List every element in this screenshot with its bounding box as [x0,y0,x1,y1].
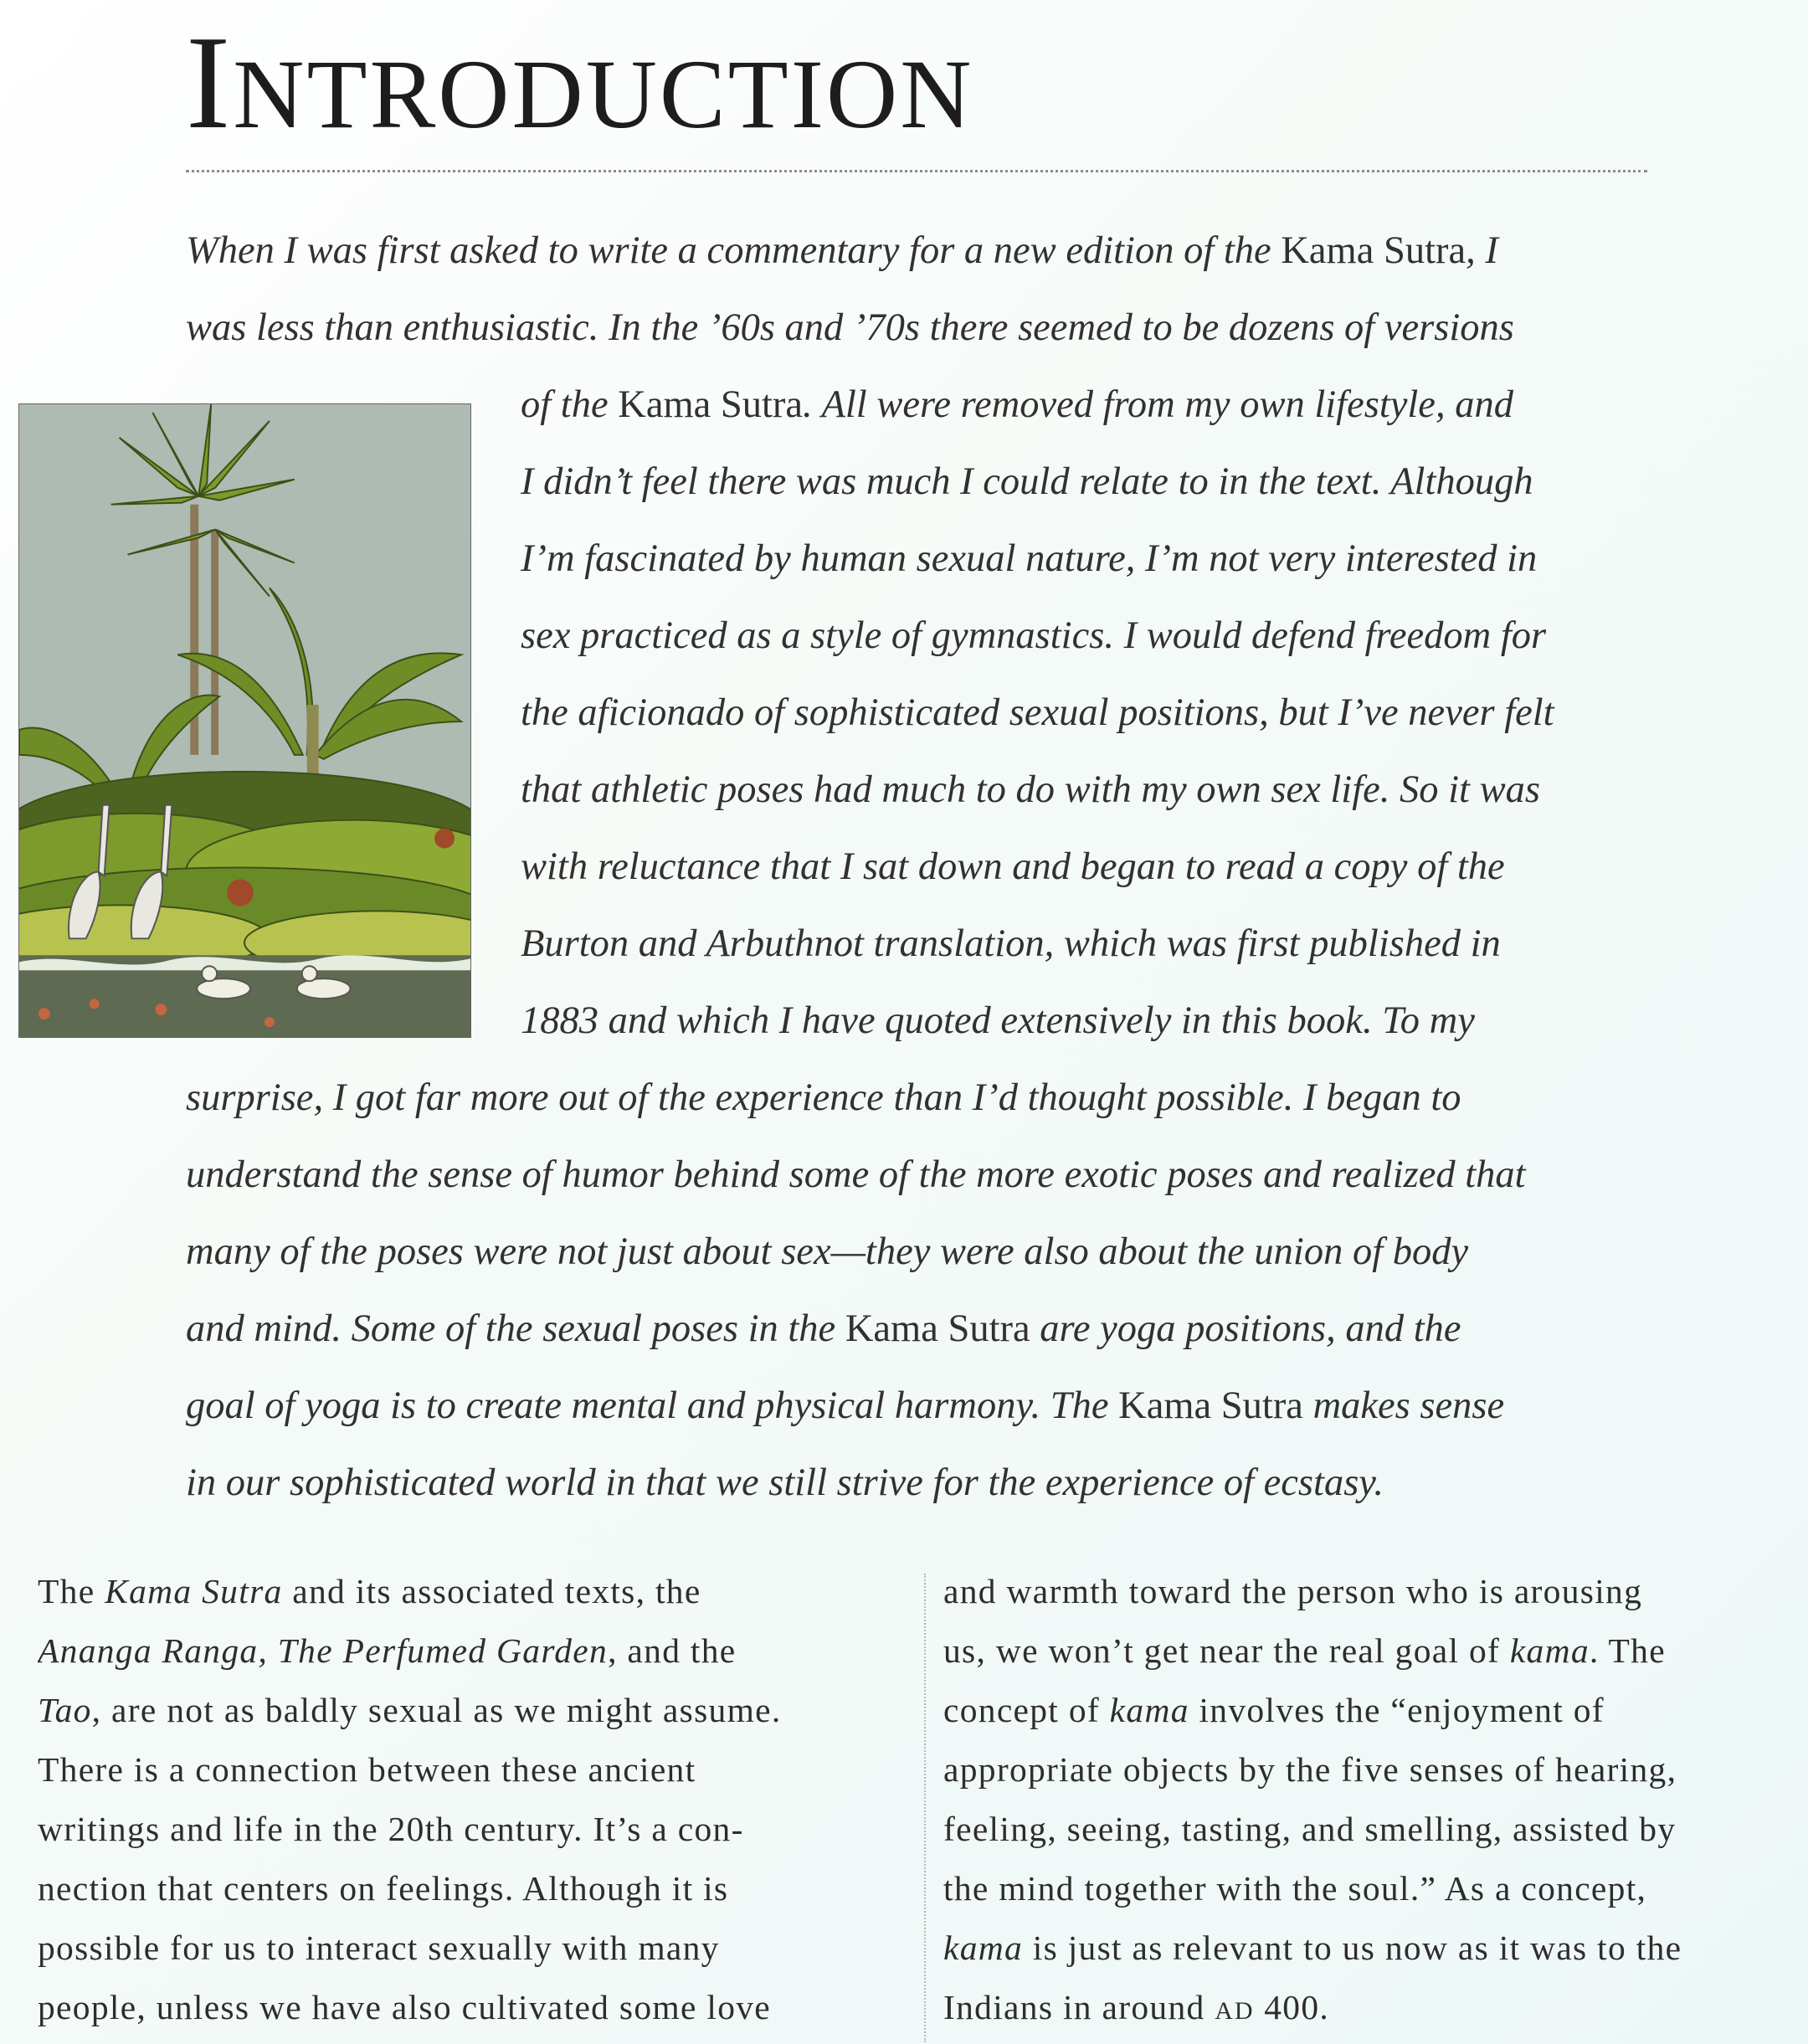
body-line: feeling, seeing, tasting, and smelling, assisted by [943,1810,1677,1848]
body-line: us, we won’t get near the real goal of kama. The [943,1631,1666,1670]
intro-line: When I was first asked to write a commentary for a new edition of the Kama Sutra, I [186,229,1498,272]
title-initial: I [186,8,234,157]
title-rest: NTRODUCTION [233,39,974,149]
body-line: The Kama Sutra and its associated texts, the [38,1572,701,1610]
intro-line: with reluctance that I sat down and began to read a copy of the [521,845,1505,888]
column-divider [924,1574,926,2042]
body-line: Ananga Ranga, The Perfumed Garden, and the [38,1631,737,1670]
body-line: appropriate objects by the five senses of hearing, [943,1750,1677,1789]
body-line: and warmth toward the person who is arousing [943,1572,1643,1610]
body-column-left [38,1562,900,2044]
body-line: people, unless we have also cultivated some love [38,1988,772,2026]
body-line: concept of kama involves the “enjoyment of [943,1691,1605,1729]
intro-line: I didn’t feel there was much I could relate to in the text. Although [521,460,1533,503]
body-line: nection that centers on feelings. Although it is [38,1869,729,1908]
intro-line: that athletic poses had much to do with my own sex life. So it was [521,768,1540,811]
intro-line: understand the sense of humor behind some of the more exotic poses and realized that [186,1153,1526,1196]
title-divider [186,170,1647,172]
painting-artwork [19,404,470,1037]
body-line: Tao, are not as baldly sexual as we might assume. [38,1691,782,1729]
intro-line: 1883 and which I have quoted extensively in this book. To my [521,999,1475,1042]
body-column-right [943,1562,1805,2044]
body-line: possible for us to interact sexually with many [38,1928,720,1967]
body-paragraph-left [38,1562,900,2037]
miniature-painting-image [18,403,471,1038]
intro-line: goal of yoga is to create mental and physical harmony. The Kama Sutra makes sense [186,1384,1505,1427]
intro-line: Burton and Arbuthnot translation, which was first published in [521,922,1501,965]
body-line: Indians in around AD 400. [943,1988,1330,2026]
body-line: kama is just as relevant to us now as it was to the [943,1928,1682,1967]
intro-line: in our sophisticated world in that we still strive for the experience of ecstasy. [186,1461,1384,1504]
body-paragraph-right [943,1562,1805,2041]
intro-line: many of the poses were not just about sex—they were also about the union of body [186,1230,1469,1273]
body-line: There is a connection between these ancient [38,1750,696,1789]
intro-line: and mind. Some of the sexual poses in the Kama Sutra are yoga positions, and the [186,1307,1461,1350]
intro-line: I’m fascinated by human sexual nature, I’m not very interested in [521,537,1538,580]
intro-line: was less than enthusiastic. In the ’60s and ’70s there seemed to be dozens of versions [186,306,1514,349]
intro-line: of the Kama Sutra. All were removed from my own lifestyle, and [521,383,1513,426]
intro-line: sex practiced as a style of gymnastics. I would defend freedom for [521,614,1547,657]
intro-line: surprise, I got far more out of the experience than I’d thought possible. I began to [186,1076,1461,1119]
body-line: the mind together with the soul.” As a concept, [943,1869,1647,1908]
body-line: writings and life in the 20th century. It’s a con- [38,1810,744,1848]
intro-line: the aficionado of sophisticated sexual positions, but I’ve never felt [521,691,1554,734]
page-title [186,8,974,157]
